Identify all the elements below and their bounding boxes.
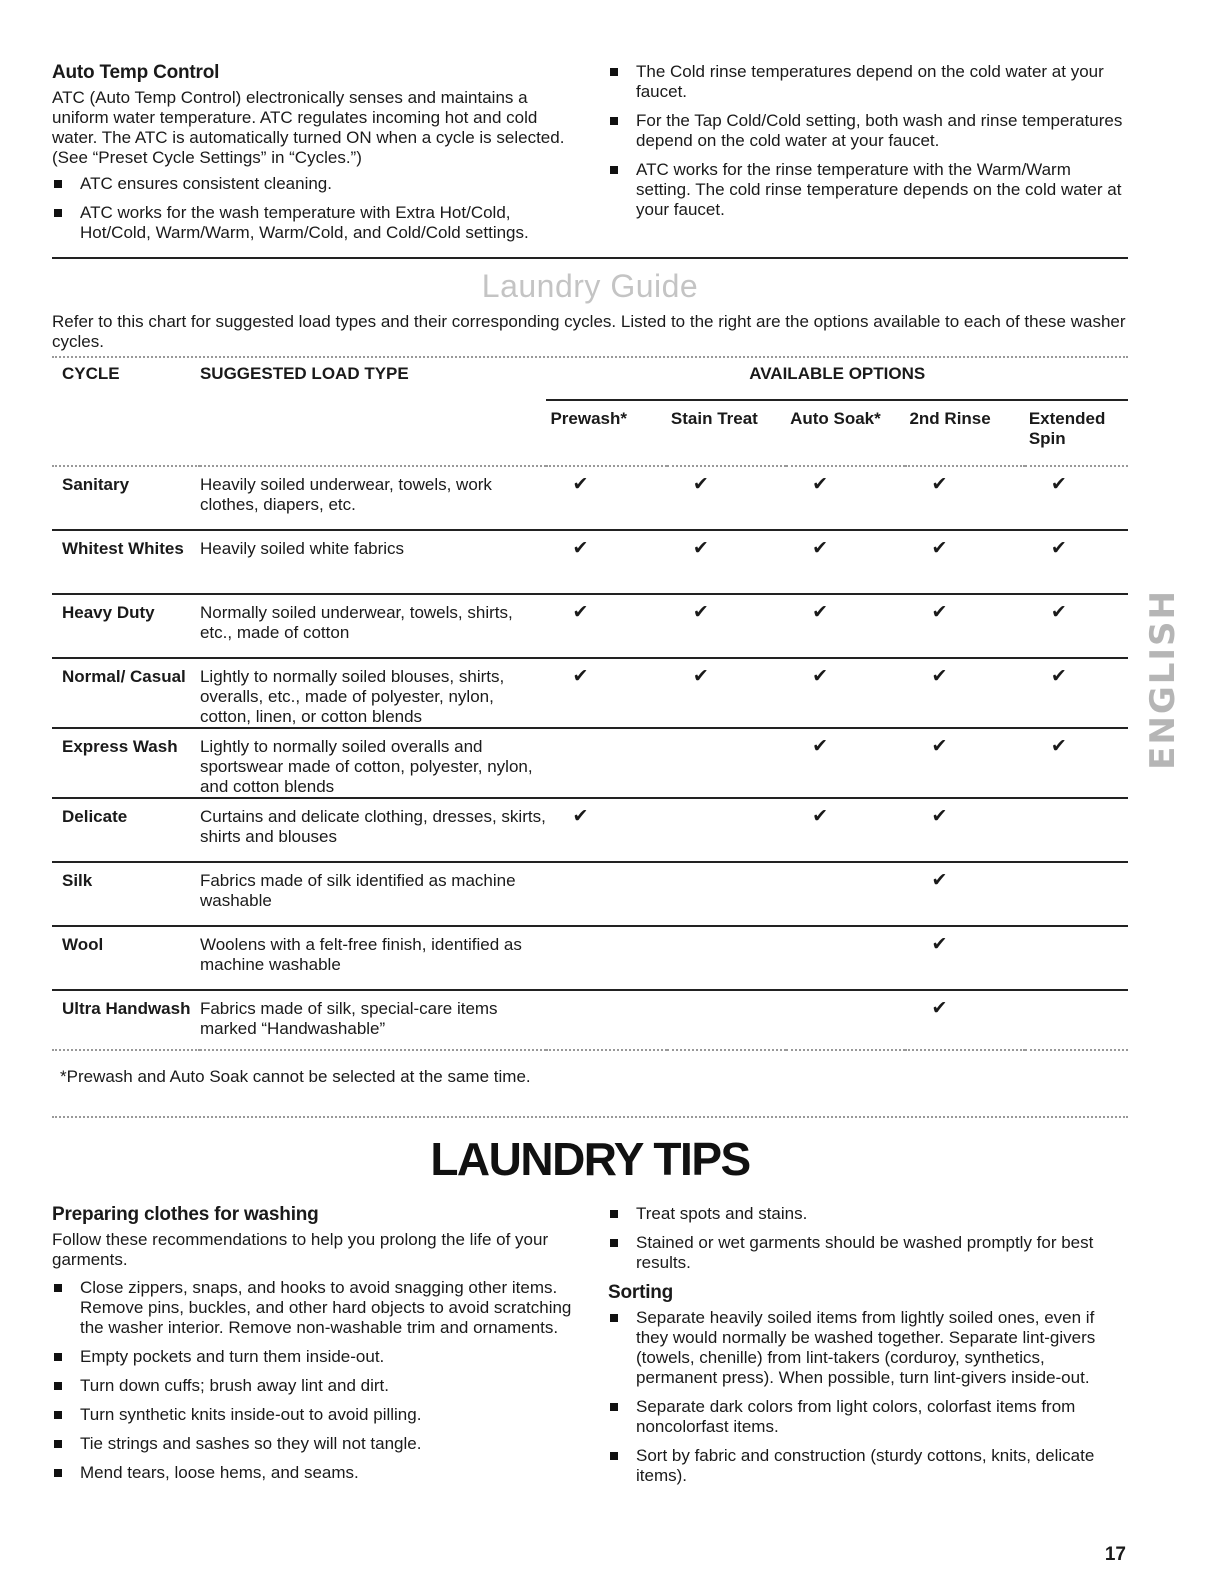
bullet-square-icon: [54, 1382, 62, 1390]
list-item: [608, 1233, 1128, 1273]
checkmark-icon: ✔: [692, 474, 709, 495]
checkmark-icon: ✔: [812, 538, 828, 559]
bullet-square-icon: [54, 209, 62, 217]
list-item: [608, 1446, 1128, 1486]
option-cell: [786, 466, 905, 530]
option-cell: [786, 594, 905, 658]
option-cell: [905, 862, 1024, 926]
table-row: [52, 658, 1128, 728]
tips-right-column: [608, 1204, 1128, 1495]
header-option: 2nd Rinse: [905, 400, 1024, 466]
sorting-heading: Sorting: [608, 1282, 674, 1303]
list-item: [52, 1278, 572, 1338]
checkmark-icon: ✔: [1050, 666, 1067, 687]
option-cell: [1025, 990, 1128, 1050]
table-row: [52, 862, 1128, 926]
checkmark-icon: ✔: [572, 538, 589, 559]
option-cell: [546, 594, 666, 658]
option-cell: [905, 594, 1024, 658]
checkmark-icon: ✔: [931, 806, 948, 827]
header-cycle: CYCLE: [62, 364, 120, 383]
load-type: Lightly to normally soiled overalls and sportswear made of cotton, polyester, nylon, and cotton blends: [200, 728, 546, 798]
preparing-bullets: [52, 1278, 572, 1483]
checkmark-icon: ✔: [931, 736, 948, 757]
bullet-square-icon: [610, 1239, 618, 1247]
option-cell: [667, 530, 786, 594]
bullet-text: Turn down cuffs; brush away lint and dirt.: [80, 1376, 389, 1395]
bullet-square-icon: [610, 117, 618, 125]
option-cell: [905, 466, 1024, 530]
cycle-name: Heavy Duty: [52, 594, 200, 658]
option-cell: [667, 594, 786, 658]
option-cell: [667, 728, 786, 798]
atc-left-column: [52, 62, 572, 252]
checkmark-icon: ✔: [931, 474, 948, 495]
preparing-heading: Preparing clothes for washing: [52, 1204, 319, 1225]
header-load-type: SUGGESTED LOAD TYPE: [199, 364, 409, 383]
option-cell: [1025, 658, 1128, 728]
option-cell: [905, 728, 1024, 798]
bullet-text: Stained or wet garments should be washed promptly for best results.: [636, 1233, 1094, 1272]
table-row: [52, 798, 1128, 862]
bullet-square-icon: [610, 1452, 618, 1460]
header-option: Prewash*: [546, 400, 666, 466]
option-cell: [905, 990, 1024, 1050]
list-item: [52, 1434, 572, 1454]
checkmark-icon: ✔: [931, 934, 948, 955]
checkmark-icon: ✔: [572, 666, 589, 687]
checkmark-icon: ✔: [931, 602, 948, 623]
checkmark-icon: ✔: [931, 538, 948, 559]
atc-heading: Auto Temp Control: [52, 62, 220, 83]
bullet-square-icon: [54, 180, 62, 188]
table-row: [52, 466, 1128, 530]
checkmark-icon: ✔: [812, 474, 828, 495]
option-cell: [546, 466, 666, 530]
checkmark-icon: ✔: [1050, 474, 1067, 495]
bullet-square-icon: [54, 1469, 62, 1477]
table-row: [52, 530, 1128, 594]
header-option: Stain Treat: [667, 400, 786, 466]
load-type: Fabrics made of silk, special-care items marked “Handwashable”: [200, 990, 546, 1050]
option-cell: [667, 658, 786, 728]
checkmark-icon: ✔: [1050, 736, 1067, 757]
option-cell: [546, 530, 666, 594]
option-cell: [786, 926, 905, 990]
bullet-text: Sort by fabric and construction (sturdy cottons, knits, delicate items).: [636, 1446, 1095, 1485]
page-number: 17: [1104, 1544, 1126, 1565]
bullet-text: Mend tears, loose hems, and seams.: [80, 1463, 359, 1482]
checkmark-icon: ✔: [692, 666, 709, 687]
option-cell: [905, 658, 1024, 728]
option-cell: [546, 798, 666, 862]
list-item: [608, 111, 1128, 151]
table-row: [52, 990, 1128, 1050]
table-options-header-row: [52, 400, 1128, 466]
list-item: [52, 1405, 572, 1425]
dotted-divider: [52, 356, 1128, 358]
cycle-name: Ultra Handwash: [52, 990, 200, 1050]
load-type: Heavily soiled white fabrics: [200, 530, 546, 594]
laundry-tips-title: LAUNDRY TIPS: [430, 1133, 750, 1185]
option-cell: [1025, 926, 1128, 990]
cycle-name: Normal/ Casual: [52, 658, 200, 728]
checkmark-icon: ✔: [931, 870, 948, 891]
checkmark-icon: ✔: [572, 474, 589, 495]
side-tab-label: ENGLISH: [1143, 588, 1183, 770]
option-cell: [786, 658, 905, 728]
preparing-intro: Follow these recommendations to help you prolong the life of your garments.: [52, 1230, 549, 1269]
list-item: [608, 1397, 1128, 1437]
header-option: Extended Spin: [1025, 400, 1128, 466]
atc-intro: ATC (Auto Temp Control) electronically senses and maintains a uniform water temperature. ATC regulates incoming hot and cold water. The ATC is automatically turned ON when a cycle is selected. (See “Preset Cycle Settings” in “Cycles.”): [52, 88, 565, 167]
section-divider: [52, 257, 1128, 259]
option-cell: [786, 798, 905, 862]
table-row: [52, 728, 1128, 798]
list-item: [52, 1463, 572, 1483]
checkmark-icon: ✔: [931, 666, 948, 687]
cycle-name: Silk: [52, 862, 200, 926]
option-cell: [1025, 728, 1128, 798]
header-available-options: AVAILABLE OPTIONS: [749, 364, 926, 383]
language-side-tab: [1143, 566, 1183, 792]
option-cell: [905, 798, 1024, 862]
bullet-square-icon: [610, 68, 618, 76]
bullet-square-icon: [54, 1440, 62, 1448]
bullet-text: Close zippers, snaps, and hooks to avoid snagging other items. Remove pins, buckles, and other hard objects to avoid scratching the washer interior. Remove non-washable trim and ornaments.: [80, 1278, 572, 1337]
list-item: [608, 62, 1128, 102]
laundry-guide-intro: Refer to this chart for suggested load types and their corresponding cycles. Listed to the right are the options available to each of these washer cycles.: [52, 312, 1126, 351]
header-option: Auto Soak*: [786, 400, 905, 466]
load-type: Woolens with a felt-free finish, identified as machine washable: [200, 926, 546, 990]
option-cell: [1025, 594, 1128, 658]
atc-bullets-right: [608, 62, 1128, 220]
bullet-square-icon: [610, 166, 618, 174]
option-cell: [786, 990, 905, 1050]
bullet-text: ATC works for the wash temperature with Extra Hot/Cold, Hot/Cold, Warm/Warm, Warm/Cold, and Cold/Cold settings.: [80, 203, 529, 242]
load-type: Normally soiled underwear, towels, shirts, etc., made of cotton: [200, 594, 546, 658]
list-item: [52, 1376, 572, 1396]
bullet-square-icon: [54, 1353, 62, 1361]
option-cell: [1025, 466, 1128, 530]
bullet-text: Separate dark colors from light colors, colorfast items from noncolorfast items.: [636, 1397, 1076, 1436]
option-cell: [786, 530, 905, 594]
atc-right-column: [608, 62, 1128, 229]
option-cell: [667, 798, 786, 862]
laundry-guide-title: Laundry Guide: [481, 268, 699, 304]
bullet-text: ATC ensures consistent cleaning.: [80, 174, 332, 193]
bullet-text: Treat spots and stains.: [636, 1204, 808, 1223]
table-row: [52, 926, 1128, 990]
option-cell: [786, 862, 905, 926]
option-cell: [1025, 862, 1128, 926]
bullet-text: The Cold rinse temperatures depend on the cold water at your faucet.: [636, 62, 1104, 101]
option-cell: [905, 926, 1024, 990]
bullet-text: ATC works for the rinse temperature with the Warm/Warm setting. The cold rinse temperature depends on the cold water at your faucet.: [636, 160, 1122, 219]
load-type: Heavily soiled underwear, towels, work clothes, diapers, etc.: [200, 466, 546, 530]
option-cell: [667, 926, 786, 990]
bullet-text: Tie strings and sashes so they will not tangle.: [80, 1434, 422, 1453]
table-footnote: *Prewash and Auto Soak cannot be selected at the same time.: [60, 1067, 531, 1086]
stains-bullets: [608, 1204, 1128, 1273]
laundry-guide-table: [52, 364, 1128, 1051]
cycle-name: Express Wash: [52, 728, 200, 798]
load-type: Lightly to normally soiled blouses, shirts, overalls, etc., made of polyester, nylon, cotton, linen, or cotton blends: [200, 658, 546, 728]
cycle-name: Wool: [52, 926, 200, 990]
checkmark-icon: ✔: [812, 602, 828, 623]
checkmark-icon: ✔: [812, 736, 828, 757]
list-item: [608, 1204, 1128, 1224]
option-cell: [546, 728, 666, 798]
load-type: Curtains and delicate clothing, dresses, skirts, shirts and blouses: [200, 798, 546, 862]
atc-bullets-left: [52, 174, 572, 243]
bullet-text: Separate heavily soiled items from lightly soiled ones, even if they would normally be washed together. Separate lint-givers (towels, chenille) from lint-takers (corduroy, synthetics, permanent press). When possible, turn lint-givers inside-out.: [636, 1308, 1096, 1387]
list-item: [608, 160, 1128, 220]
table-row: [52, 594, 1128, 658]
bullet-text: For the Tap Cold/Cold setting, both wash and rinse temperatures depend on the cold water at your faucet.: [636, 111, 1123, 150]
bullet-square-icon: [610, 1210, 618, 1218]
cycle-name: Whitest Whites: [52, 530, 200, 594]
list-item: [52, 174, 572, 194]
list-item: [52, 1347, 572, 1367]
list-item: [608, 1308, 1128, 1388]
checkmark-icon: ✔: [572, 602, 589, 623]
bullet-square-icon: [54, 1284, 62, 1292]
table-header-row: [52, 364, 1128, 400]
option-cell: [667, 862, 786, 926]
checkmark-icon: ✔: [692, 602, 709, 623]
checkmark-icon: ✔: [692, 538, 709, 559]
checkmark-icon: ✔: [931, 998, 948, 1019]
list-item: [52, 203, 572, 243]
checkmark-icon: ✔: [1050, 602, 1067, 623]
option-cell: [546, 658, 666, 728]
tips-left-column: [52, 1204, 572, 1492]
load-type: Fabrics made of silk identified as machine washable: [200, 862, 546, 926]
option-cell: [667, 990, 786, 1050]
bullet-square-icon: [610, 1403, 618, 1411]
checkmark-icon: ✔: [812, 806, 828, 827]
option-cell: [667, 466, 786, 530]
checkmark-icon: ✔: [1050, 538, 1067, 559]
option-cell: [1025, 530, 1128, 594]
checkmark-icon: ✔: [812, 666, 828, 687]
sorting-bullets: [608, 1308, 1128, 1486]
option-cell: [546, 990, 666, 1050]
option-cell: [1025, 798, 1128, 862]
option-cell: [905, 530, 1024, 594]
bullet-square-icon: [54, 1411, 62, 1419]
option-cell: [546, 862, 666, 926]
option-cell: [786, 728, 905, 798]
cycle-name: Sanitary: [52, 466, 200, 530]
bullet-square-icon: [610, 1314, 618, 1322]
bullet-text: Empty pockets and turn them inside-out.: [80, 1347, 385, 1366]
dotted-divider: [52, 1116, 1128, 1118]
checkmark-icon: ✔: [572, 806, 589, 827]
option-cell: [546, 926, 666, 990]
cycle-name: Delicate: [52, 798, 200, 862]
bullet-text: Turn synthetic knits inside-out to avoid pilling.: [80, 1405, 422, 1424]
